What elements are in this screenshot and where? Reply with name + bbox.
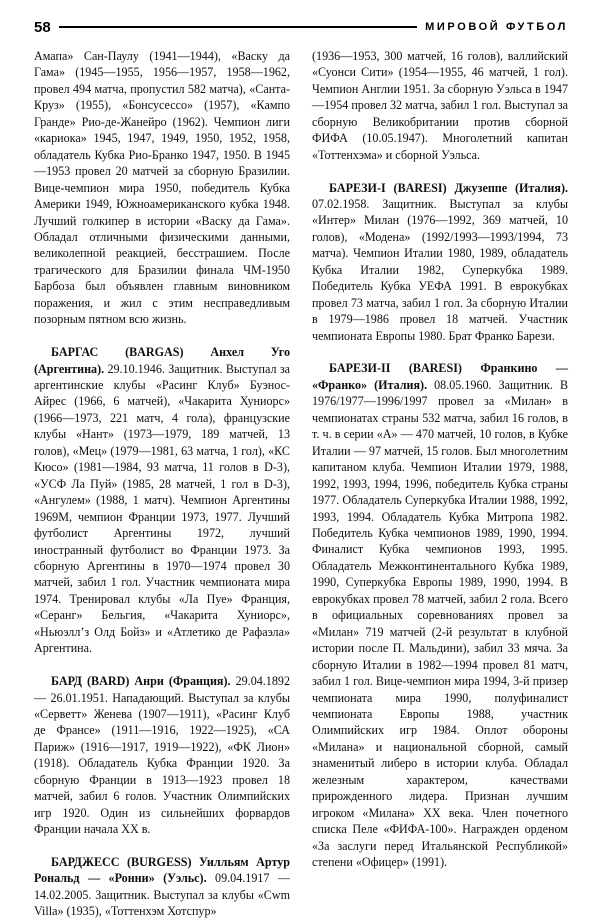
entry-baresi-i	[312, 163, 568, 344]
page-number: 58	[34, 18, 51, 36]
entry-body: 08.05.1960. Защитник. В 1976/1977—1996/1997 провел за «Милан» в чемпионатах страны 532 матча, забил 16 голов, в т. ч. в серии «А» — 470 матчей, 10 голов, в Кубке Италии — 97 матчей, 15 голов. Был многолетним капитаном клуба. Чемпион Италии 1979, 1988, 1992, 1993, 1994, 1996, победитель Кубка страны 1977. Обладатель Суперкубка Италии 1988, 1992, 1993, 1994. Обладатель Кубка Митропа 1982. Победитель Кубка чемпионов 1989, 1990, 1994. Финалист Кубка чемпионов 1993, 1995. Обладатель Межконтинентального Кубка 1989, 1990, Суперкубка Европы 1989, 1990, 1994. В еврокубках провел 78 матчей, забил 2 гола. Всего в официальных соревнованиях провел за «Милан» 719 матчей (2-й результат в клубной истории после П. Мальдини), забил 33 мяча. За сборную Италии в 1982—1994 провел 81 матч, забил 1 гол. Вице-чемпион мира 1994, 3-й призер чемпионата мира 1990, полуфиналист чемпионата Европы 1988, участник Олимпийских игр 1984. Оплот обороны «Милана» и национальной сборной, самый знаменитый либеро в истории клуба. Обладал железным характером, качествами прирожденного лидера. Признан лучшим игроком «Милана» XX века. Член почетного списка Пеле «ФИФА-100». Награжден орденом «За заслуги перед Итальянской Республикой» степени «Офицер» (1991).	[312, 377, 569, 870]
entry-body: 29.10.1946. Защитник. Выступал за аргентинские клубы «Расинг Клуб» Буэнос-Айрес (1966, 6 матчей), «Чакарита Хуниорс» (1966—1973, 221 матч, 4 гола), французские клубы «Нант» (1973—1979, 189 матчей, 13 голов), «Мец» (1979—1981, 63 матча, 1 гол), «КС Кюсо» (1981—1984, 93 матча, 11 голов в D-3), «УСФ Ла Пуй» (1985, 28 матчей, 1 гол в D-3), «Ангулем» (1988, 1 матч). Чемпион Аргентины 1969М, чемпион Франции 1973, 1977. Лучший футболист Аргентины 1972, лучший иностранный футболист во Франции 1973. За сборную Аргентины в 1970—1974 провел 30 матчей, забил 1 гол. Участник чемпионата мира 1974. Тренировал клубы «Ла Пуе» Франция, «Серанг» Бельгия, «Чакарита Хуниорс», «Ньюэлл’з Олд Бойз» и «Атлетико де Рафаэла» Аргентина.	[34, 361, 290, 656]
entry-body: 09.04.1917 — 14.02.2005. Защитник. Выступал за клубы «Cwm Villa» (1935), «Тоттенхэм Хотспур»	[34, 871, 291, 919]
header-rule	[59, 26, 417, 28]
entry-headword: БАРД (BARD) Анри (Франция).	[51, 674, 231, 689]
right-column	[312, 48, 568, 894]
running-head	[34, 14, 568, 40]
paragraph-continuation-right: (1936—1953, 300 матчей, 16 голов), валлийский «Суонси Сити» (1954—1955, 46 матчей, 1 гол). Чемпион Англии 1951. За сборную Уэльса в 1947—1954 провел 32 матча, забил 1 гол. Выступал за сборную Великобритании против сборной ФИФА (10.05.1947). Многолетний капитан «Тоттенхэма» и сборной Уэльса.	[312, 49, 568, 162]
entry-bard	[34, 657, 290, 838]
entry-headword: БАРГАС (BARGAS) Анхел Уго (Аргентина).	[34, 345, 290, 376]
text-columns	[34, 48, 569, 919]
entry-bargas	[34, 328, 290, 657]
entry-body: 29.04.1892 — 26.01.1951. Нападающий. Выступал за клубы «Серветт» Женева (1907—1911), «Расинг Клуб де Франсе» (1911—1916, 1922—1925), «СА Париж» (1916—1917, 1919—1922), «ФК Лион» (1918). Обладатель Кубка Франции 1920. За сборную Франции в 1913—1923 провел 18 матчей, забил 6 голов. Участник Олимпийских игр 1920. Один из сильнейших форвардов Франции начала XX в.	[34, 674, 290, 837]
entry-body: 07.02.1958. Защитник. Выступал за клубы «Интер» Милан (1976—1992, 369 матчей, 10 голов), «Модена» (1992/1993—1993/1994, 73 матча). Чемпион Италии 1980, 1989, обладатель Кубка Италии 1982, Суперкубка 1989. Победитель Кубка УЕФА 1991. В еврокубках провел 73 матча, забил 1 гол. За сборную Италии в 1979—1986 провел 18 матчей. Участник чемпионата Европы 1980. Брат Франко Барези.	[312, 197, 568, 343]
entry-headword: БАРЕЗИ-I (BARESI) Джузеппе (Италия).	[329, 180, 568, 195]
entry-baresi-ii	[312, 344, 568, 870]
entry-headword: БАРДЖЕСС (BURGESS) Уилльям Артур Рональд — «Ронни» (Уэльс).	[34, 855, 290, 886]
paragraph-continuation-left: Амапа» Сан-Паулу (1941—1944), «Васку да Гама» (1945—1955, 1956—1957, 1958—1962, провел 494 матча, пропустил 582 матча), «Санта-Круз» (1955), «Бонсусессо» (1957), «Кампо Гранде» Рио-де-Жанейро (1962). Чемпион лиги «кариока» 1945, 1947, 1949, 1950, 1952, 1958, обладатель Кубка Рио-Бранко 1947, 1950. В 1945—1953 провел 20 матчей за сборную Бразилии. Вице-чемпион мира 1950, победитель Кубка Америки 1949, Южноамериканского кубка 1948. Лучший голкипер в истории «Васку да Гама». Обладал отличными физическими данными, великолепной реакцией, бесстрашием. После трагического для Бразилии финала ЧМ-1950 Барбоза был объявлен главным виновником поражения, и жил с этим несправедливым позорным пятном всю жизнь.	[34, 49, 290, 327]
left-column	[34, 48, 291, 919]
entry-burgess	[34, 838, 290, 920]
running-title: МИРОВОЙ ФУТБОЛ	[425, 21, 568, 33]
entry-headword: БАРЕЗИ-II (BARESI) Франкино — «Франко» (Италия).	[312, 361, 568, 392]
